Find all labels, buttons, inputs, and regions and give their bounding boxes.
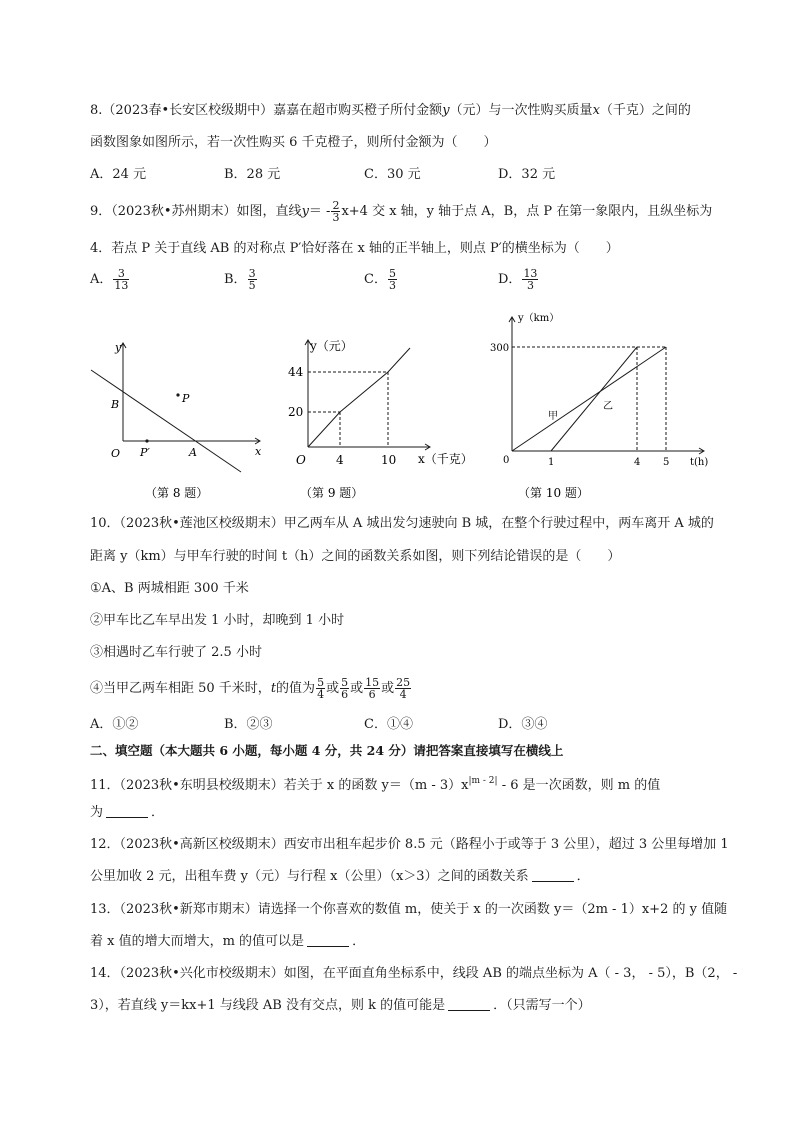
q10-statement-3: ③相遇时乙车行驶了 2.5 小时 [90,645,262,660]
fig8-label-o: O [111,447,121,460]
q10-line1: 10．（2023秋•莲池区校级期末）甲乙两车从 A 城出发匀速驶向 B 城，在整个行驶过程中，两车离开 A 城的 [90,516,714,531]
fig9-label-o: O [296,453,306,467]
q10-statement-4: ④当甲乙两车相距 50 千米时，t的值为 $\frac{5}{4}$ 或 $\frac{5}{6}$ 或 $\frac{15}{6}$ 或 $\frac{25}{4}$ [90,676,411,701]
q8-option-c: C．30 元 [364,167,421,182]
figure-8 [85,335,275,505]
q13-line2: 着 x 值的增大而增大，m 的值可以是 ． [90,934,366,949]
fig10-label-y: y（km） [518,313,560,324]
q14-line1: 14．（2023秋•兴化市校级期末）如图，在平面直角坐标系中，线段 AB 的端点坐标为 A（ - 3， - 5），B（2， - [90,966,738,981]
q10-option-c: C．①④ [364,717,413,732]
q12-answer-blank[interactable] [532,868,574,882]
q9-line2: 4．若点 P 关于直线 AB 的对称点 P′恰好落在 x 轴的正半轴上，则点 P′的横坐标为（ ） [90,241,619,256]
fig8-caption: （第 8 题） [145,486,209,500]
fig10-label-yi: 乙 [603,401,613,412]
fig10-tick-1: 1 [548,457,555,468]
q8-line1: 8.（2023春•长安区校级期中）嘉嘉在超市购买橙子所付金额y（元）与一次性购买质量x（千克）之间的 [90,103,691,118]
fig10-label-jia: 甲 [548,411,558,422]
q10-option-a: A．①② [90,717,139,732]
figure-9 [290,330,490,505]
fig8-label-y: y [115,341,122,354]
fig9-tick-4: 4 [336,453,344,467]
fig10-line-yi [551,347,637,451]
q12-line2: 公里加收 2 元，出租车费 y（元）与行程 x（公里）（x＞3）之间的函数关系 ． [90,869,590,884]
fig9-caption: （第 9 题） [300,486,364,500]
q12-line1: 12．（2023秋•高新区校级期末）西安市出租车起步价 8.5 元（路程小于或等于 3 公里），超过 3 公里每增加 1 [90,837,729,852]
q11-line2: 为 ． [90,805,165,820]
q14-answer-blank[interactable] [448,997,490,1011]
fig8-label-p: P [182,392,190,405]
q9-fraction: $\frac{2}{3}$ [332,199,340,224]
q9-option-d: D． $\frac{13}{3}$ [498,267,538,292]
q11-line1: 11．（2023秋•东明县校级期末）若关于 x 的函数 $y=(m - 3)x^{|m - 2|} - 6$ 是一次函数，则 m 的值 [90,776,661,793]
q8-option-b: B．28 元 [224,167,281,182]
fig8-label-b: B [111,398,120,411]
q10-option-d: D．③④ [498,717,548,732]
q8-option-a: A．24 元 [90,167,147,182]
fig8-point-p-prime [145,439,148,442]
fig9-graph-line [308,348,410,447]
fig10-label-t: t(h) [690,457,709,468]
q9-option-c: C． $\frac{5}{3}$ [364,267,396,292]
fig10-label-o: 0 [503,455,510,466]
fig10-caption: （第 10 题） [518,486,589,500]
fig9-tick-44: 44 [288,365,304,379]
q13-answer-blank[interactable] [307,933,349,947]
q9-option-b: B． $\frac{3}{5}$ [224,267,256,292]
fig9-tick-20: 20 [288,405,304,419]
q10-line2: 距离 y（km）与甲车行驶的时间 t（h）之间的函数关系如图，则下列结论错误的是（ ） [90,549,621,564]
q10-option-b: B．②③ [224,717,273,732]
fig8-label-a: A [189,446,197,459]
q11-answer-blank[interactable] [106,804,148,818]
fig8-label-p-prime: P′ [140,446,150,459]
fig9-label-y: y（元） [310,339,353,353]
fig10-tick-4: 4 [634,457,641,468]
q8-line2: 函数图象如图所示，若一次性购买 6 千克橙子，则所付金额为（ ） [90,135,497,150]
fig10-tick-5: 5 [663,457,670,468]
fig8-point-p [176,393,179,396]
q13-line1: 13．（2023秋•新郑市期末）请选择一个你喜欢的数值 m，使关于 x 的一次函数 y＝（2m - 1）x+2 的 y 值随 [90,902,728,917]
fig9-tick-10: 10 [381,453,397,467]
section-2-title: 二、填空题（本大题共 6 小题，每小题 4 分，共 24 分）请把答案直接填写在横线上 [90,743,564,758]
q9-option-a: A． $\frac{3}{13}$ [90,267,129,292]
fig10-tick-300: 300 [490,343,510,354]
figure-10 [490,305,720,505]
q10-statement-1: ①A、B 两城相距 300 千米 [90,581,249,596]
q10-statement-2: ②甲车比乙车早出发 1 小时，却晚到 1 小时 [90,613,345,628]
fig10-line-jia [512,347,666,451]
fig9-label-x: x（千克） [418,452,473,466]
fig8-label-x: x [255,445,262,458]
q14-line2: 3），若直线 y＝kx+1 与线段 AB 没有交点，则 k 的值可能是 ．（只需写一个） [90,998,591,1013]
q8-option-d: D．32 元 [498,167,556,182]
q9-line1: 9．（2023秋•苏州期末）如图，直线y＝ - $\frac{2}{3}$ x+4 交 x 轴，y 轴于点 A，B，点 P 在第一象限内，且纵坐标为 [90,199,713,224]
